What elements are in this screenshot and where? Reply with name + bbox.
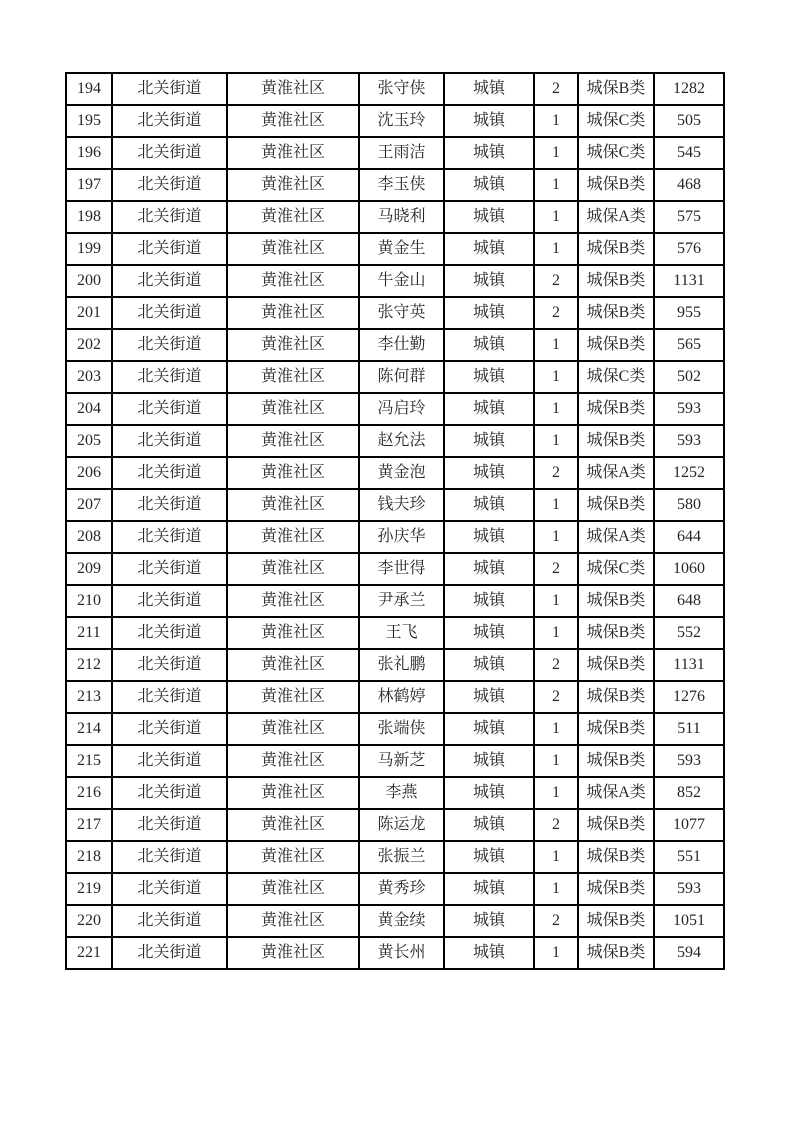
cell-residence: 城镇	[444, 713, 534, 745]
cell-community: 黄淮社区	[227, 873, 359, 905]
cell-category: 城保B类	[578, 841, 654, 873]
table-row	[66, 809, 724, 841]
cell-residence: 城镇	[444, 937, 534, 969]
cell-street: 北关街道	[112, 873, 227, 905]
cell-residence: 城镇	[444, 297, 534, 329]
cell-name: 陈何群	[359, 361, 444, 393]
cell-category: 城保B类	[578, 329, 654, 361]
cell-residence: 城镇	[444, 425, 534, 457]
cell-community: 黄淮社区	[227, 649, 359, 681]
cell-residence: 城镇	[444, 745, 534, 777]
cell-street: 北关街道	[112, 681, 227, 713]
cell-name: 马晓利	[359, 201, 444, 233]
cell-seq: 197	[66, 169, 112, 201]
cell-amount: 593	[654, 745, 724, 777]
cell-street: 北关街道	[112, 457, 227, 489]
cell-category: 城保B类	[578, 937, 654, 969]
cell-street: 北关街道	[112, 585, 227, 617]
cell-count: 2	[534, 553, 578, 585]
cell-community: 黄淮社区	[227, 713, 359, 745]
table-row	[66, 905, 724, 937]
cell-amount: 1131	[654, 649, 724, 681]
cell-name: 沈玉玲	[359, 105, 444, 137]
cell-street: 北关街道	[112, 297, 227, 329]
cell-name: 黄金续	[359, 905, 444, 937]
cell-community: 黄淮社区	[227, 457, 359, 489]
cell-seq: 202	[66, 329, 112, 361]
cell-category: 城保B类	[578, 169, 654, 201]
cell-count: 1	[534, 585, 578, 617]
cell-count: 2	[534, 73, 578, 105]
cell-category: 城保B类	[578, 905, 654, 937]
cell-residence: 城镇	[444, 457, 534, 489]
cell-community: 黄淮社区	[227, 297, 359, 329]
cell-community: 黄淮社区	[227, 329, 359, 361]
cell-amount: 648	[654, 585, 724, 617]
table-row	[66, 873, 724, 905]
cell-count: 1	[534, 425, 578, 457]
cell-count: 1	[534, 105, 578, 137]
cell-amount: 502	[654, 361, 724, 393]
cell-street: 北关街道	[112, 521, 227, 553]
cell-street: 北关街道	[112, 233, 227, 265]
cell-seq: 212	[66, 649, 112, 681]
cell-street: 北关街道	[112, 649, 227, 681]
cell-residence: 城镇	[444, 585, 534, 617]
cell-category: 城保C类	[578, 361, 654, 393]
cell-community: 黄淮社区	[227, 393, 359, 425]
cell-street: 北关街道	[112, 105, 227, 137]
cell-community: 黄淮社区	[227, 809, 359, 841]
cell-community: 黄淮社区	[227, 425, 359, 457]
cell-amount: 552	[654, 617, 724, 649]
cell-residence: 城镇	[444, 489, 534, 521]
cell-amount: 576	[654, 233, 724, 265]
cell-seq: 209	[66, 553, 112, 585]
table-row	[66, 137, 724, 169]
cell-seq: 198	[66, 201, 112, 233]
cell-street: 北关街道	[112, 809, 227, 841]
cell-amount: 580	[654, 489, 724, 521]
cell-seq: 207	[66, 489, 112, 521]
cell-residence: 城镇	[444, 873, 534, 905]
cell-category: 城保A类	[578, 201, 654, 233]
table-row	[66, 201, 724, 233]
table-row	[66, 265, 724, 297]
cell-name: 牛金山	[359, 265, 444, 297]
cell-amount: 1282	[654, 73, 724, 105]
cell-category: 城保B类	[578, 681, 654, 713]
cell-residence: 城镇	[444, 681, 534, 713]
cell-street: 北关街道	[112, 137, 227, 169]
cell-name: 张守英	[359, 297, 444, 329]
cell-amount: 593	[654, 393, 724, 425]
cell-amount: 852	[654, 777, 724, 809]
cell-amount: 1060	[654, 553, 724, 585]
cell-seq: 217	[66, 809, 112, 841]
cell-street: 北关街道	[112, 777, 227, 809]
cell-name: 钱夫珍	[359, 489, 444, 521]
cell-amount: 505	[654, 105, 724, 137]
table-row	[66, 681, 724, 713]
table-row	[66, 553, 724, 585]
cell-street: 北关街道	[112, 329, 227, 361]
cell-category: 城保B类	[578, 745, 654, 777]
cell-count: 1	[534, 201, 578, 233]
cell-community: 黄淮社区	[227, 521, 359, 553]
table-row	[66, 521, 724, 553]
cell-category: 城保B类	[578, 873, 654, 905]
cell-seq: 221	[66, 937, 112, 969]
cell-count: 1	[534, 329, 578, 361]
cell-street: 北关街道	[112, 489, 227, 521]
cell-name: 黄金生	[359, 233, 444, 265]
cell-residence: 城镇	[444, 169, 534, 201]
cell-count: 1	[534, 777, 578, 809]
cell-seq: 219	[66, 873, 112, 905]
cell-amount: 545	[654, 137, 724, 169]
table-row	[66, 361, 724, 393]
cell-name: 李燕	[359, 777, 444, 809]
cell-street: 北关街道	[112, 745, 227, 777]
table-row	[66, 393, 724, 425]
cell-community: 黄淮社区	[227, 137, 359, 169]
cell-count: 1	[534, 937, 578, 969]
cell-category: 城保B类	[578, 649, 654, 681]
cell-seq: 199	[66, 233, 112, 265]
cell-seq: 215	[66, 745, 112, 777]
cell-residence: 城镇	[444, 649, 534, 681]
cell-community: 黄淮社区	[227, 169, 359, 201]
cell-street: 北关街道	[112, 393, 227, 425]
cell-amount: 551	[654, 841, 724, 873]
cell-street: 北关街道	[112, 553, 227, 585]
cell-residence: 城镇	[444, 809, 534, 841]
cell-category: 城保B类	[578, 489, 654, 521]
cell-community: 黄淮社区	[227, 841, 359, 873]
cell-count: 2	[534, 265, 578, 297]
cell-category: 城保B类	[578, 713, 654, 745]
cell-community: 黄淮社区	[227, 361, 359, 393]
cell-street: 北关街道	[112, 905, 227, 937]
cell-category: 城保B类	[578, 425, 654, 457]
resident-subsidy-table	[65, 72, 725, 970]
cell-name: 李玉侠	[359, 169, 444, 201]
cell-name: 孙庆华	[359, 521, 444, 553]
cell-name: 张守侠	[359, 73, 444, 105]
cell-seq: 203	[66, 361, 112, 393]
cell-seq: 200	[66, 265, 112, 297]
cell-amount: 593	[654, 873, 724, 905]
cell-count: 2	[534, 457, 578, 489]
table-row	[66, 745, 724, 777]
table-row	[66, 937, 724, 969]
cell-seq: 213	[66, 681, 112, 713]
table-row	[66, 649, 724, 681]
cell-community: 黄淮社区	[227, 73, 359, 105]
cell-amount: 644	[654, 521, 724, 553]
cell-residence: 城镇	[444, 329, 534, 361]
cell-name: 黄秀珍	[359, 873, 444, 905]
cell-seq: 220	[66, 905, 112, 937]
cell-seq: 205	[66, 425, 112, 457]
cell-street: 北关街道	[112, 73, 227, 105]
cell-community: 黄淮社区	[227, 105, 359, 137]
cell-count: 1	[534, 521, 578, 553]
cell-community: 黄淮社区	[227, 777, 359, 809]
cell-name: 李世得	[359, 553, 444, 585]
cell-amount: 575	[654, 201, 724, 233]
cell-community: 黄淮社区	[227, 681, 359, 713]
cell-category: 城保C类	[578, 137, 654, 169]
cell-seq: 211	[66, 617, 112, 649]
cell-count: 1	[534, 841, 578, 873]
cell-seq: 210	[66, 585, 112, 617]
cell-seq: 194	[66, 73, 112, 105]
cell-amount: 565	[654, 329, 724, 361]
cell-count: 2	[534, 297, 578, 329]
cell-name: 赵允法	[359, 425, 444, 457]
cell-category: 城保B类	[578, 233, 654, 265]
cell-residence: 城镇	[444, 137, 534, 169]
cell-community: 黄淮社区	[227, 937, 359, 969]
cell-residence: 城镇	[444, 73, 534, 105]
cell-street: 北关街道	[112, 169, 227, 201]
cell-count: 2	[534, 905, 578, 937]
cell-amount: 468	[654, 169, 724, 201]
cell-count: 1	[534, 745, 578, 777]
cell-amount: 955	[654, 297, 724, 329]
cell-amount: 1252	[654, 457, 724, 489]
cell-name: 张振兰	[359, 841, 444, 873]
cell-name: 黄长州	[359, 937, 444, 969]
table-row	[66, 777, 724, 809]
cell-residence: 城镇	[444, 617, 534, 649]
cell-seq: 218	[66, 841, 112, 873]
cell-category: 城保A类	[578, 521, 654, 553]
cell-residence: 城镇	[444, 105, 534, 137]
table-row	[66, 169, 724, 201]
cell-community: 黄淮社区	[227, 553, 359, 585]
cell-amount: 1131	[654, 265, 724, 297]
cell-community: 黄淮社区	[227, 201, 359, 233]
cell-seq: 195	[66, 105, 112, 137]
table-row	[66, 329, 724, 361]
cell-residence: 城镇	[444, 361, 534, 393]
cell-count: 1	[534, 713, 578, 745]
cell-category: 城保A类	[578, 457, 654, 489]
cell-count: 2	[534, 649, 578, 681]
cell-category: 城保B类	[578, 617, 654, 649]
cell-residence: 城镇	[444, 201, 534, 233]
cell-amount: 1276	[654, 681, 724, 713]
table-row	[66, 617, 724, 649]
cell-seq: 196	[66, 137, 112, 169]
table-row	[66, 585, 724, 617]
cell-count: 1	[534, 873, 578, 905]
cell-category: 城保B类	[578, 73, 654, 105]
cell-community: 黄淮社区	[227, 617, 359, 649]
cell-name: 林鹤婷	[359, 681, 444, 713]
table-row	[66, 297, 724, 329]
cell-count: 1	[534, 617, 578, 649]
cell-category: 城保B类	[578, 809, 654, 841]
cell-name: 马新芝	[359, 745, 444, 777]
cell-residence: 城镇	[444, 777, 534, 809]
cell-name: 王雨洁	[359, 137, 444, 169]
cell-count: 2	[534, 681, 578, 713]
cell-name: 冯启玲	[359, 393, 444, 425]
cell-seq: 216	[66, 777, 112, 809]
cell-name: 李仕勤	[359, 329, 444, 361]
table-row	[66, 713, 724, 745]
cell-name: 张端侠	[359, 713, 444, 745]
cell-seq: 204	[66, 393, 112, 425]
cell-seq: 208	[66, 521, 112, 553]
cell-amount: 511	[654, 713, 724, 745]
cell-count: 1	[534, 137, 578, 169]
cell-street: 北关街道	[112, 361, 227, 393]
cell-residence: 城镇	[444, 233, 534, 265]
cell-seq: 214	[66, 713, 112, 745]
cell-count: 2	[534, 809, 578, 841]
cell-street: 北关街道	[112, 201, 227, 233]
table-row	[66, 489, 724, 521]
cell-street: 北关街道	[112, 841, 227, 873]
cell-category: 城保A类	[578, 777, 654, 809]
cell-count: 1	[534, 489, 578, 521]
cell-community: 黄淮社区	[227, 585, 359, 617]
cell-count: 1	[534, 393, 578, 425]
cell-street: 北关街道	[112, 617, 227, 649]
cell-street: 北关街道	[112, 425, 227, 457]
cell-residence: 城镇	[444, 521, 534, 553]
record-table-body	[66, 73, 724, 969]
cell-residence: 城镇	[444, 265, 534, 297]
table-row	[66, 73, 724, 105]
cell-amount: 594	[654, 937, 724, 969]
cell-count: 1	[534, 233, 578, 265]
table-row	[66, 425, 724, 457]
cell-amount: 1077	[654, 809, 724, 841]
cell-community: 黄淮社区	[227, 489, 359, 521]
cell-category: 城保B类	[578, 297, 654, 329]
cell-name: 陈运龙	[359, 809, 444, 841]
cell-name: 张礼鹏	[359, 649, 444, 681]
table-row	[66, 105, 724, 137]
cell-category: 城保C类	[578, 105, 654, 137]
cell-community: 黄淮社区	[227, 745, 359, 777]
cell-residence: 城镇	[444, 553, 534, 585]
cell-community: 黄淮社区	[227, 905, 359, 937]
cell-amount: 1051	[654, 905, 724, 937]
cell-street: 北关街道	[112, 713, 227, 745]
cell-name: 尹承兰	[359, 585, 444, 617]
cell-seq: 201	[66, 297, 112, 329]
cell-residence: 城镇	[444, 841, 534, 873]
cell-category: 城保B类	[578, 585, 654, 617]
cell-residence: 城镇	[444, 393, 534, 425]
cell-name: 黄金泡	[359, 457, 444, 489]
cell-amount: 593	[654, 425, 724, 457]
cell-residence: 城镇	[444, 905, 534, 937]
table-row	[66, 841, 724, 873]
cell-category: 城保B类	[578, 393, 654, 425]
cell-seq: 206	[66, 457, 112, 489]
cell-community: 黄淮社区	[227, 265, 359, 297]
cell-category: 城保C类	[578, 553, 654, 585]
table-row	[66, 457, 724, 489]
cell-street: 北关街道	[112, 937, 227, 969]
cell-category: 城保B类	[578, 265, 654, 297]
cell-community: 黄淮社区	[227, 233, 359, 265]
cell-count: 1	[534, 361, 578, 393]
cell-name: 王飞	[359, 617, 444, 649]
table-row	[66, 233, 724, 265]
cell-count: 1	[534, 169, 578, 201]
cell-street: 北关街道	[112, 265, 227, 297]
